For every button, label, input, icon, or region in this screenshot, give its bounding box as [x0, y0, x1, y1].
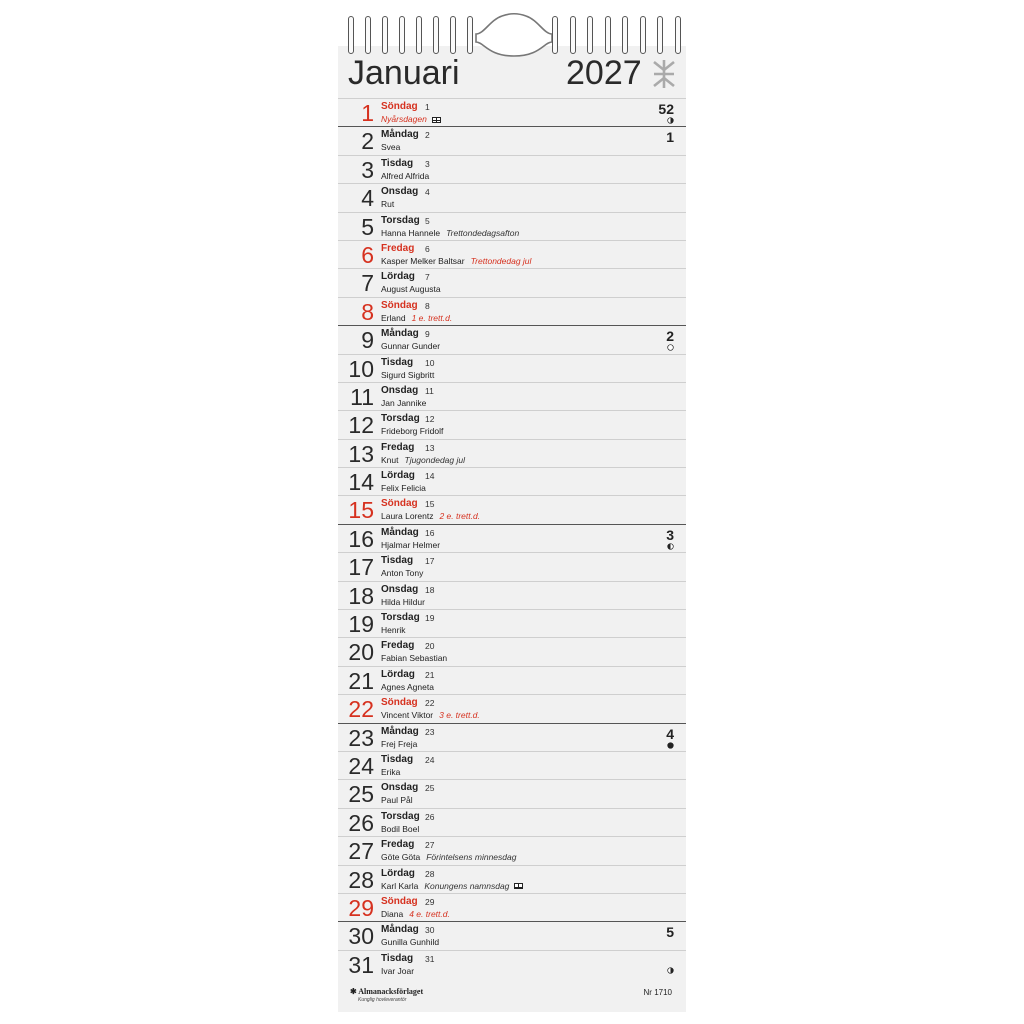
- week-number: 3: [666, 526, 674, 543]
- name-day-line: [381, 597, 425, 607]
- day-number: 14: [348, 469, 374, 496]
- day-row: [338, 240, 686, 268]
- name-days: Frideborg Fridolf: [381, 426, 444, 437]
- month-title: Januari: [348, 54, 460, 92]
- holiday-note: Nyårsdagen: [381, 114, 427, 124]
- day-row: [338, 467, 686, 495]
- day-row: [338, 126, 686, 154]
- publisher-name: ✱ Almanacksförlaget: [350, 987, 424, 996]
- weekday-name: Måndag: [381, 129, 419, 141]
- day-list: [338, 98, 686, 978]
- name-day-line: [381, 455, 465, 465]
- weekday-name: Torsdag: [381, 214, 420, 226]
- day-of-year: 18: [425, 584, 435, 595]
- name-days: Hilda Hildur: [381, 596, 425, 607]
- name-days: Henrik: [381, 625, 406, 636]
- name-days: Gunilla Gunhild: [381, 937, 440, 948]
- name-days: Hanna Hannele: [381, 227, 441, 238]
- day-of-year: 12: [425, 414, 435, 425]
- weekday-name: Torsdag: [381, 810, 420, 822]
- name-days: Sigurd Sigbritt: [381, 369, 435, 380]
- name-day-line: [381, 313, 452, 323]
- spiral-coil: [552, 16, 558, 54]
- name-day-line: [381, 739, 417, 749]
- day-row: [338, 297, 686, 325]
- name-days: Bodil Boel: [381, 823, 420, 834]
- new-moon-icon: [667, 344, 674, 351]
- name-days: Alfred Alfrida: [381, 170, 430, 181]
- day-row: [338, 439, 686, 467]
- day-of-year: 3: [425, 158, 430, 169]
- spiral-coil: [382, 16, 388, 54]
- spiral-coil: [640, 16, 646, 54]
- weekday-name: Fredag: [381, 640, 415, 652]
- weekday-name: Lördag: [381, 668, 415, 680]
- weekday-name: Söndag: [381, 697, 418, 709]
- day-number: 17: [348, 554, 374, 581]
- name-day-line: [381, 852, 516, 862]
- name-days: Laura Lorentz: [381, 511, 434, 522]
- name-day-line: [381, 426, 443, 436]
- day-of-year: 16: [425, 527, 435, 538]
- day-of-year: 2: [425, 130, 430, 141]
- day-number: 25: [348, 781, 374, 808]
- day-of-year: 1: [425, 102, 430, 112]
- weekday-name: Onsdag: [381, 186, 419, 198]
- name-days: Agnes Agneta: [381, 681, 434, 692]
- day-row: [338, 666, 686, 694]
- day-number: 21: [348, 667, 374, 694]
- name-days: Rut: [381, 199, 395, 210]
- name-days: Knut: [381, 454, 399, 465]
- weekday-name: Tisdag: [381, 555, 414, 567]
- day-of-year: 11: [425, 385, 434, 396]
- full-moon-icon: [667, 742, 674, 749]
- weekday-name: Torsdag: [381, 413, 420, 425]
- day-number: 24: [348, 752, 374, 779]
- name-days: Gunnar Gunder: [381, 341, 441, 352]
- name-days: Felix Felicia: [381, 483, 426, 494]
- name-day-line: [381, 625, 406, 635]
- day-number: 28: [348, 866, 374, 893]
- name-day-line: [381, 199, 394, 209]
- day-of-year: 23: [425, 726, 435, 737]
- day-row: [338, 950, 686, 978]
- day-number: 31: [348, 951, 374, 978]
- product-number: Nr 1710: [643, 988, 672, 997]
- holiday-note: Förintelsens minnesdag: [426, 852, 517, 863]
- day-of-year: 9: [425, 329, 430, 340]
- day-of-year: 7: [425, 272, 430, 283]
- day-of-year: 14: [425, 471, 435, 482]
- day-of-year: 27: [425, 840, 435, 851]
- weekday-name: Onsdag: [381, 583, 419, 595]
- day-number: 18: [348, 582, 374, 609]
- day-of-year: 15: [425, 499, 435, 510]
- name-days: Fabian Sebastian: [381, 653, 448, 664]
- day-number: 1: [361, 100, 374, 126]
- name-days: Karl Karla: [381, 880, 419, 891]
- name-days: Jan Jannike: [381, 397, 427, 408]
- day-of-year: 20: [425, 641, 435, 652]
- calendar-footer: [338, 985, 686, 1009]
- spiral-coil: [433, 16, 439, 54]
- name-day-line: [381, 114, 441, 124]
- name-day-line: [381, 483, 426, 493]
- name-days: Ivar Joar: [381, 965, 415, 976]
- name-days: Kasper Melker Baltsar: [381, 255, 465, 266]
- day-row: [338, 893, 686, 921]
- day-number: 9: [361, 327, 374, 354]
- day-number: 3: [361, 156, 374, 183]
- weekday-name: Tisdag: [381, 157, 414, 169]
- weekday-name: Onsdag: [381, 384, 419, 396]
- spiral-coil: [605, 16, 611, 54]
- name-days: Diana: [381, 908, 404, 919]
- day-of-year: 13: [425, 442, 435, 453]
- day-row: [338, 836, 686, 864]
- day-number: 5: [361, 213, 374, 240]
- day-number: 12: [348, 412, 374, 439]
- day-row: [338, 524, 686, 552]
- day-number: 13: [348, 440, 374, 467]
- weekday-name: Lördag: [381, 867, 415, 879]
- day-number: 27: [348, 838, 374, 865]
- week-number: 52: [658, 101, 674, 117]
- holiday-note: 4 e. trett.d.: [409, 908, 450, 919]
- name-day-line: [381, 909, 450, 919]
- name-day-line: [381, 653, 447, 663]
- holiday-note: 3 e. trett.d.: [439, 710, 480, 721]
- spiral-coil: [399, 16, 405, 54]
- day-number: 16: [348, 525, 374, 552]
- weekday-name: Måndag: [381, 328, 419, 340]
- day-of-year: 26: [425, 811, 435, 822]
- year-title: 2027: [566, 54, 642, 92]
- day-row: [338, 581, 686, 609]
- holiday-note: 2 e. trett.d.: [439, 511, 481, 522]
- weekday-name: Måndag: [381, 526, 419, 538]
- name-days: Paul Pål: [381, 795, 413, 806]
- spiral-coil: [416, 16, 422, 54]
- day-number: 22: [348, 696, 374, 723]
- holiday-note: Tjugondedag jul: [404, 454, 465, 465]
- day-row: [338, 268, 686, 296]
- name-days: Vincent Viktor: [381, 710, 434, 721]
- holiday-note: Trettondedag jul: [470, 255, 532, 266]
- spiral-coil: [675, 16, 681, 54]
- day-row: [338, 410, 686, 438]
- day-number: 26: [348, 809, 374, 836]
- spiral-coil: [365, 16, 371, 54]
- day-row: [338, 808, 686, 836]
- name-day-line: [381, 767, 400, 777]
- name-days: Erika: [381, 766, 401, 777]
- swedish-flag-icon: [514, 883, 523, 889]
- day-row: [338, 723, 686, 751]
- name-day-line: [381, 795, 413, 805]
- first-quarter-moon-icon: [667, 543, 674, 550]
- weekday-name: Lördag: [381, 271, 415, 283]
- day-number: 15: [348, 497, 374, 524]
- day-row: [338, 751, 686, 779]
- day-of-year: 25: [425, 783, 435, 794]
- week-number: 5: [666, 924, 674, 941]
- day-row: [338, 694, 686, 722]
- name-day-line: [381, 710, 480, 720]
- day-number: 23: [348, 724, 374, 751]
- day-row: [338, 382, 686, 410]
- weekday-name: Söndag: [381, 895, 418, 907]
- day-of-year: 8: [425, 300, 430, 311]
- name-day-line: [381, 824, 419, 834]
- name-day-line: [381, 937, 439, 947]
- holiday-note: 1 e. trett.d.: [411, 312, 453, 323]
- day-number: 29: [348, 894, 374, 921]
- day-row: [338, 865, 686, 893]
- day-number: 30: [348, 923, 374, 950]
- day-number: 2: [361, 128, 374, 155]
- weekday-name: Söndag: [381, 299, 418, 311]
- weekday-name: Tisdag: [381, 753, 414, 765]
- day-of-year: 19: [425, 613, 435, 624]
- spiral-coil: [467, 16, 473, 54]
- weekday-name: Fredag: [381, 242, 415, 254]
- name-day-line: [381, 540, 440, 550]
- spiral-coil: [348, 16, 354, 54]
- day-row: [338, 921, 686, 949]
- holiday-note: Konungens namnsdag: [424, 880, 510, 891]
- day-of-year: 10: [425, 357, 435, 368]
- name-day-line: [381, 370, 434, 380]
- day-of-year: 29: [425, 896, 435, 907]
- calendar-header: [338, 54, 686, 96]
- swedish-flag-icon: [432, 117, 441, 123]
- day-number: 4: [361, 185, 374, 212]
- name-day-line: [381, 881, 523, 891]
- name-day-line: [381, 966, 414, 976]
- week-number: 4: [666, 725, 674, 742]
- day-row: [338, 552, 686, 580]
- spiral-coil: [450, 16, 456, 54]
- day-number: 19: [348, 611, 374, 638]
- day-of-year: 17: [425, 556, 435, 567]
- name-days: Hjalmar Helmer: [381, 539, 441, 550]
- publisher-subtitle: Kunglig hovleverantör: [358, 997, 407, 1003]
- day-number: 10: [348, 355, 374, 382]
- day-row: [338, 609, 686, 637]
- day-row: [338, 98, 686, 126]
- day-of-year: 30: [425, 925, 435, 936]
- name-day-line: [381, 341, 440, 351]
- name-day-line: [381, 256, 531, 266]
- weekday-name: Måndag: [381, 725, 419, 737]
- name-days: Anton Tony: [381, 568, 424, 579]
- day-of-year: 21: [425, 669, 435, 680]
- name-day-line: [381, 568, 423, 578]
- day-number: 11: [350, 383, 374, 410]
- last-quarter-moon-icon: [667, 117, 674, 124]
- weekday-name: Söndag: [381, 498, 418, 510]
- weekday-name: Onsdag: [381, 782, 419, 794]
- name-days: August Augusta: [381, 284, 441, 295]
- name-day-line: [381, 142, 400, 152]
- day-of-year: 24: [425, 754, 435, 765]
- day-row: [338, 325, 686, 353]
- day-row: [338, 637, 686, 665]
- day-of-year: 28: [425, 868, 435, 879]
- weekday-name: Tisdag: [381, 356, 414, 368]
- day-row: [338, 212, 686, 240]
- spiral-coil: [657, 16, 663, 54]
- day-row: [338, 155, 686, 183]
- day-number: 7: [361, 270, 374, 297]
- name-days: Svea: [381, 142, 401, 153]
- weekday-name: Fredag: [381, 839, 415, 851]
- day-of-year: 4: [425, 187, 430, 198]
- day-row: [338, 779, 686, 807]
- weekday-name: Fredag: [381, 441, 415, 453]
- day-of-year: 31: [425, 953, 435, 964]
- day-row: [338, 354, 686, 382]
- name-day-line: [381, 171, 429, 181]
- last-quarter-moon-icon: [667, 967, 674, 974]
- week-number: 1: [666, 129, 674, 146]
- name-day-line: [381, 398, 426, 408]
- weekday-name: Måndag: [381, 924, 419, 936]
- day-of-year: 22: [425, 698, 435, 709]
- day-number: 8: [361, 298, 374, 325]
- day-number: 6: [361, 241, 374, 268]
- spiral-coil: [622, 16, 628, 54]
- weekday-name: Lördag: [381, 470, 415, 482]
- day-row: [338, 183, 686, 211]
- spiral-coil: [587, 16, 593, 54]
- day-of-year: 6: [425, 243, 430, 254]
- weekday-name: Tisdag: [381, 952, 414, 964]
- name-day-line: [381, 682, 434, 692]
- publisher-logo-icon: [651, 58, 677, 90]
- spiral-coil: [570, 16, 576, 54]
- week-number: 2: [666, 328, 674, 345]
- name-days: Frej Freja: [381, 738, 418, 749]
- name-day-line: [381, 284, 441, 294]
- day-of-year: 5: [425, 215, 430, 226]
- name-day-line: [381, 228, 519, 238]
- holiday-note: Trettondedagsafton: [446, 227, 520, 238]
- weekday-name: Torsdag: [381, 612, 420, 624]
- name-days: Erland: [381, 312, 406, 323]
- day-row: [338, 495, 686, 523]
- day-number: 20: [348, 639, 374, 666]
- name-days: Göte Göta: [381, 852, 421, 863]
- name-day-line: [381, 511, 480, 521]
- weekday-name: Söndag: [381, 101, 418, 112]
